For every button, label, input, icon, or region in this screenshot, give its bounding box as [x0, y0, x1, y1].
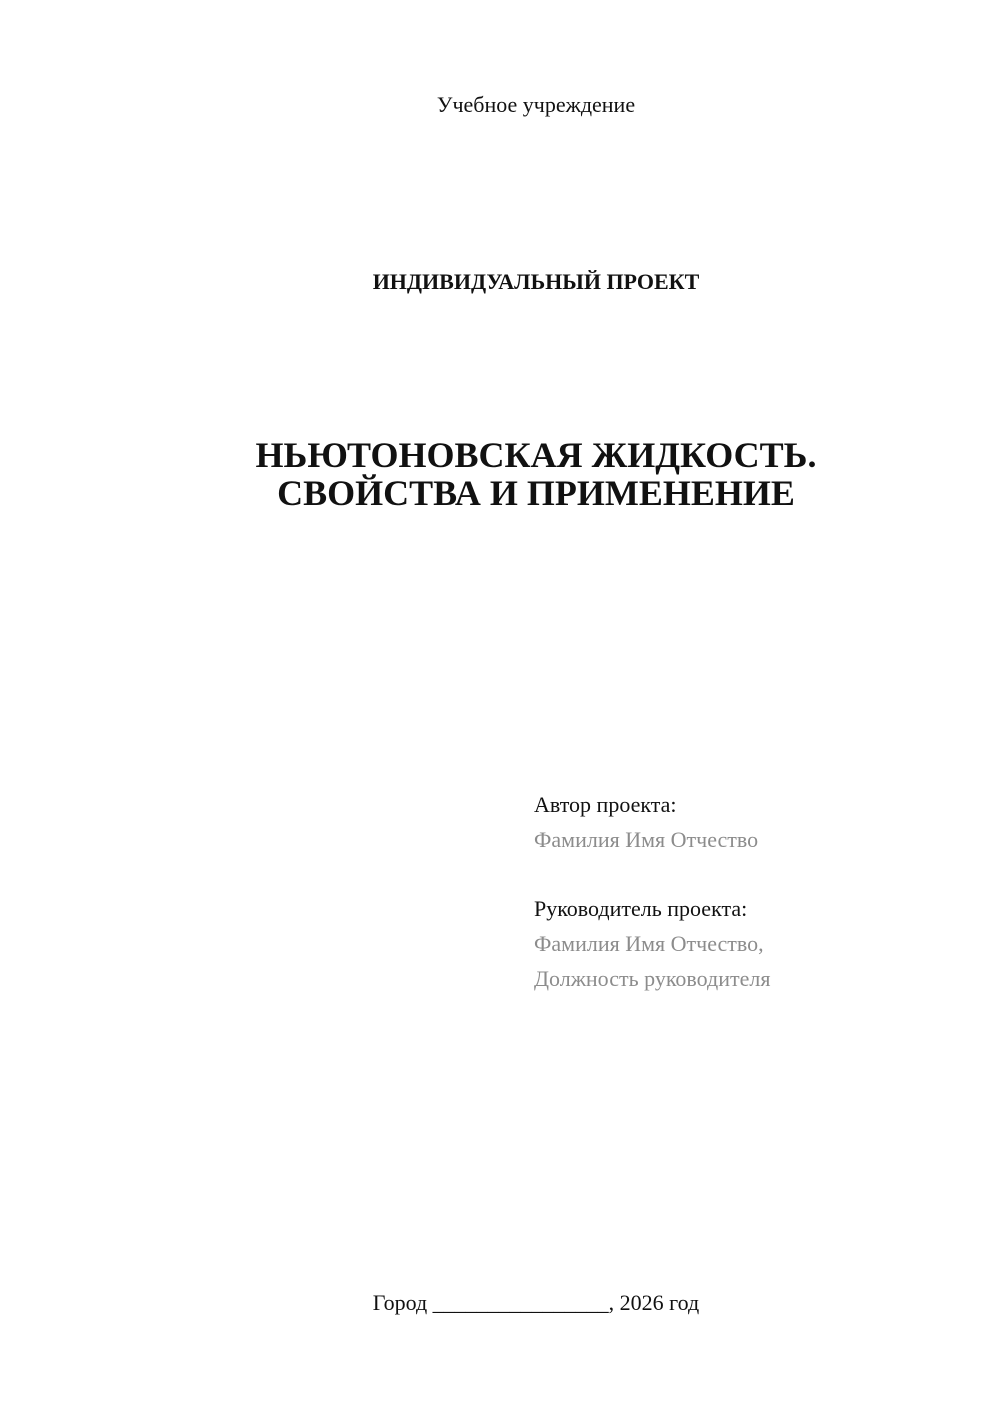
author-label: Автор проекта: — [534, 792, 677, 817]
supervisor-position: Должность руководителя — [534, 966, 771, 991]
institution-name: Учебное учреждение — [436, 92, 636, 117]
supervisor-name: Фамилия Имя Отчество, — [534, 931, 764, 956]
project-title — [0, 436, 1000, 512]
author-name: Фамилия Имя Отчество — [534, 827, 759, 852]
document-type: ИНДИВИДУАЛЬНЫЙ ПРОЕКТ — [372, 269, 700, 294]
project-title-line-2: СВОЙСТВА И ПРИМЕНЕНИЕ — [277, 473, 795, 513]
project-title-line-1: НЬЮТОНОВСКАЯ ЖИДКОСТЬ. — [255, 435, 817, 475]
credits-block — [534, 787, 974, 996]
spacer — [534, 857, 974, 891]
city-year-line: Город ________________, 2026 год — [372, 1290, 700, 1315]
supervisor-label: Руководитель проекта: — [534, 896, 748, 921]
